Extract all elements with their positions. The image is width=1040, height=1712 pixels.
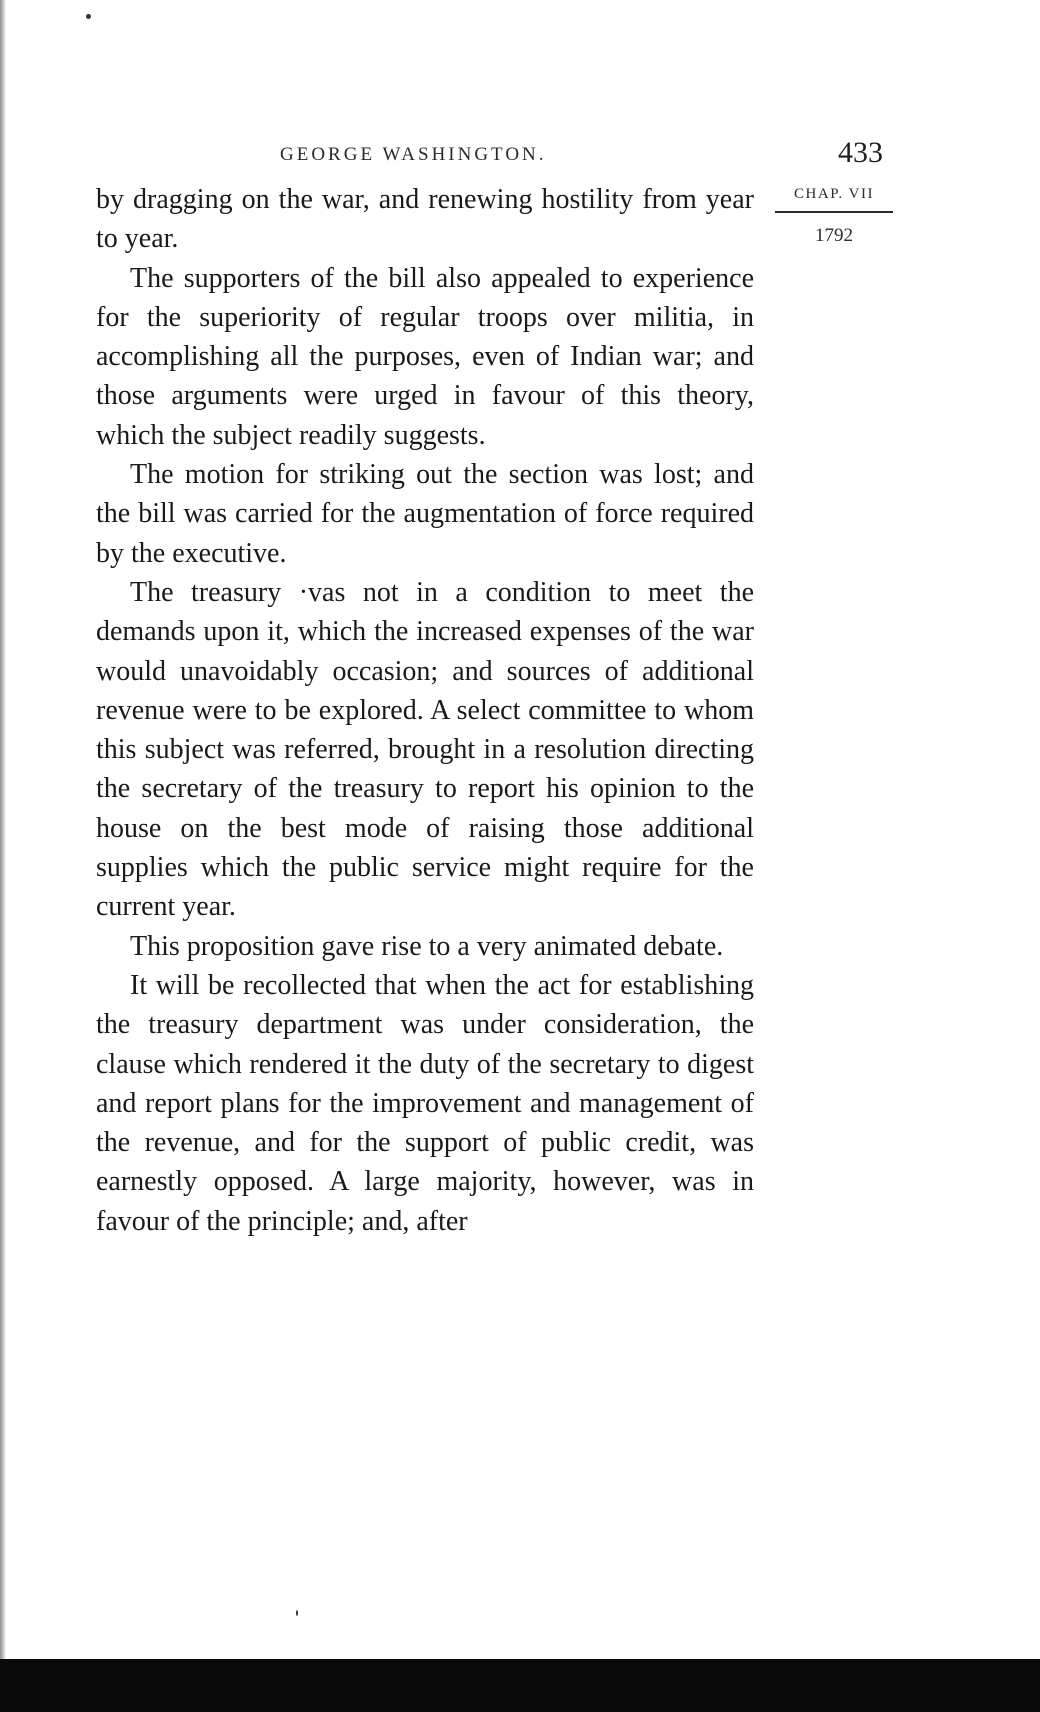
running-title: GEORGE WASHINGTON.: [280, 144, 547, 165]
body-text: [96, 180, 754, 1241]
paragraph: The motion for striking out the section was lost; and the bill was carried for the augmentation of force required by the executive.: [96, 459, 754, 569]
running-head: [0, 136, 1040, 180]
page-number: 433: [838, 136, 883, 169]
margin-year: 1792: [815, 225, 853, 246]
dust-speck: [86, 14, 91, 19]
paragraph: This proposition gave rise to a very animated debate.: [130, 930, 724, 962]
dust-speck: [296, 1610, 298, 1616]
paragraph: It will be recollected that when the act for establishing the treasury department was under consideration, the clause which rendered it the duty of the secretary to digest and report plans for the improvement and management of the revenue, and for the support of public credit, was earnestly opposed. A large majority, however, was in favour of the principle; and, after: [96, 969, 754, 1237]
page-left-edge-shadow: [0, 0, 6, 1712]
paragraph-continued: by dragging on the war, and renewing hostility from year to year.: [96, 184, 754, 255]
paragraph: The supporters of the bill also appealed to experience for the superiority of regular troops over militia, in accomplishing all the purposes, even of Indian war; and those arguments were urged in favour of this theory, which the subject readily suggests.: [96, 262, 754, 451]
margin-note: [775, 186, 893, 247]
scan-bottom-edge: [0, 1659, 1040, 1712]
margin-chapter: CHAP. VII: [775, 186, 893, 213]
paragraph: The treasury ·vas not in a condition to meet the demands upon it, which the increased expenses of the war would unavoidably occasion; and sources of additional revenue were to be explored. A select committee to whom this subject was referred, brought in a resolution directing the secretary of the treasury to report his opinion to the house on the best mode of raising those additional supplies which the public service might require for the current year.: [96, 576, 754, 923]
